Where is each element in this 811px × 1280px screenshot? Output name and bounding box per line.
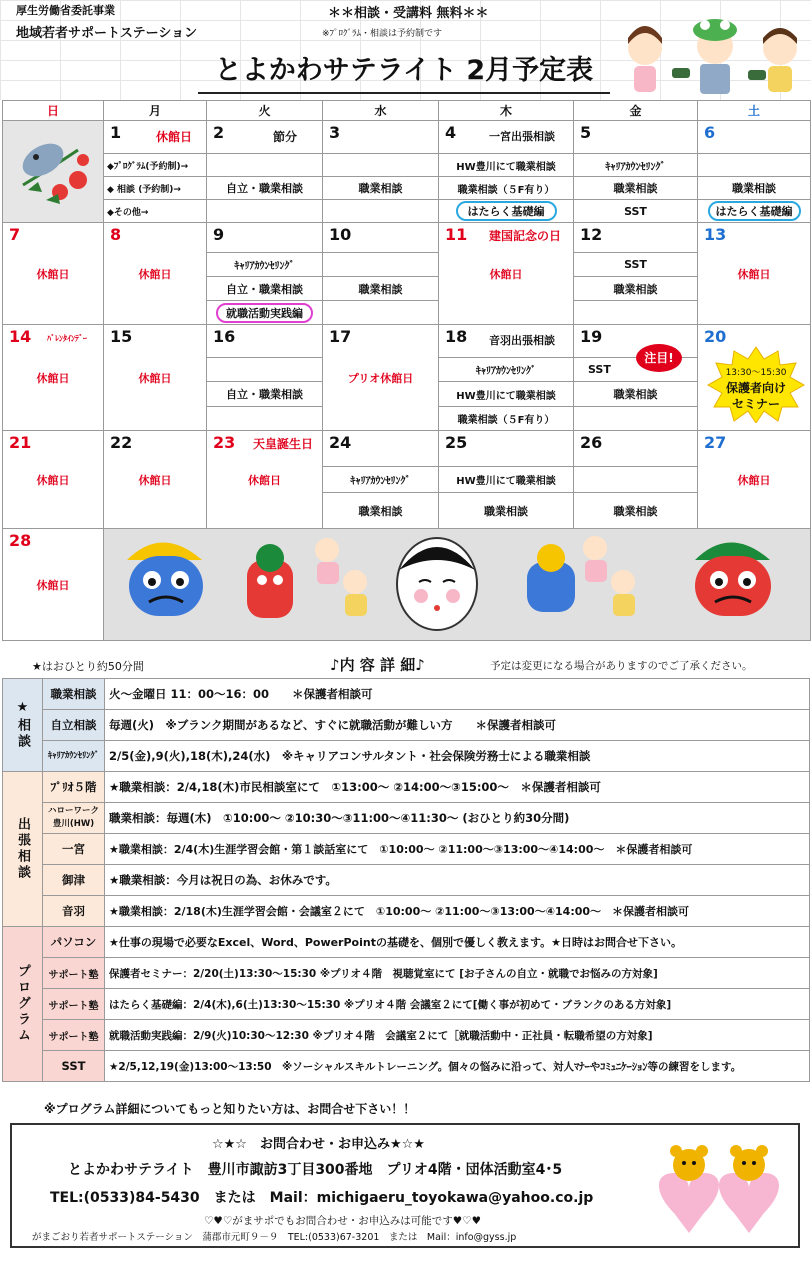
date-9: 9: [213, 225, 225, 244]
row-sub: 職業相談: [43, 679, 105, 710]
event-18-3: 職業相談（５F有り）: [439, 406, 574, 430]
closed-7: 休館日: [36, 267, 70, 281]
event-25-1: HW豊川にて職業相談: [439, 466, 574, 492]
row-text: はたらく基礎編：2/4(木),6(土)13:30～15:30 ※プリオ４階 会議室２にて[働く事が初めて・ブランクのある方対象]: [105, 989, 810, 1020]
date-1: 1: [110, 123, 122, 142]
details-title: ♪内 容 詳 細♪: [330, 656, 425, 674]
event-3-2: 職業相談: [323, 177, 439, 200]
event-12-2: 職業相談: [574, 277, 698, 301]
event-19-2: 職業相談: [574, 382, 698, 406]
notes-row: [0, 652, 811, 676]
event-6-2: 職業相談: [698, 177, 811, 200]
note-left: ★はおひとり約50分間: [32, 660, 144, 673]
date-2: 2: [213, 123, 225, 142]
row-sub: パソコン: [43, 927, 105, 958]
setsubun-illustration: [3, 121, 104, 223]
station-label: 地域若者サポートステーション: [16, 26, 198, 41]
row-text: ★仕事の現場で必要なExcel、Word、PowerPointの基礎を、個別で優しく教えます。★日時はお問合せ下さい。: [105, 927, 810, 958]
contact-tel: TEL:(0533)84-5430 または Mail：michigaeru_toyokawa@yahoo.co.jp: [50, 1190, 594, 1206]
category-shutcho: 出張相談: [3, 772, 43, 927]
event-9-1: ｷｬﾘｱｶｳﾝｾﾘﾝｸﾞ: [207, 253, 323, 277]
row-sub: 御津: [43, 865, 105, 896]
row-sub: ﾌﾟﾘｵ５階: [43, 772, 105, 803]
row-text: 毎週(火) ※ブランク期間があるなど、すぐに就職活動が難しい方 ＊保護者相談可: [105, 710, 810, 741]
date-27: 27: [704, 433, 727, 452]
contact-title: ☆★☆ お問合わせ・お申込み★☆★: [212, 1137, 425, 1152]
event-18-1: ｷｬﾘｱｶｳﾝｾﾘﾝｸﾞ: [439, 358, 574, 382]
event-12-1: SST: [574, 253, 698, 277]
seminar-time: 13:30～15:30: [725, 368, 787, 378]
event-5-3: SST: [574, 200, 698, 223]
event-4-2: 職業相談（５F有り）: [439, 177, 574, 200]
closed-15: 休館日: [138, 371, 172, 385]
event-16-2: 自立・職業相談: [207, 382, 323, 406]
closed-28: 休館日: [36, 578, 70, 592]
row-text: ★職業相談：2/18(木)生涯学習会館・会議室２にて ①10:00～ ②11:00～③13:00～④14:00～ ＊保護者相談可: [105, 896, 810, 927]
row-sub: 一宮: [43, 834, 105, 865]
date-16: 16: [213, 327, 236, 346]
closed-27: 休館日: [737, 473, 771, 487]
date-28: 28: [9, 531, 32, 550]
row-sub: 音羽: [43, 896, 105, 927]
event-4-1: HW豊川にて職業相談: [439, 154, 574, 177]
note-14: ﾊﾞﾚﾝﾀｲﾝﾃﾞｰ: [47, 334, 87, 343]
closed-13: 休館日: [737, 267, 771, 281]
date-21: 21: [9, 433, 32, 452]
children-illustration: [620, 8, 810, 98]
date-22: 22: [110, 433, 133, 452]
weekday-fri: 金: [574, 101, 698, 121]
legend-program: ◆ﾌﾟﾛｸﾞﾗﾑ(予約制)→: [104, 154, 207, 177]
row-text: 職業相談：毎週(木) ①10:00～ ②10:30～③11:00～④11:30～ (おひとり約30分間): [105, 803, 810, 834]
date-17: 17: [329, 327, 352, 346]
closed-23: 休館日: [248, 473, 281, 487]
date-18: 18: [445, 327, 468, 346]
free-label: ＊＊相談・受講料 無料＊＊: [328, 6, 489, 21]
legend-consult: ◆ 相談 (予約制)→: [104, 177, 207, 200]
row-sub: サポート塾: [43, 958, 105, 989]
weekday-tue: 火: [207, 101, 323, 121]
header-area: [0, 0, 811, 100]
date-26: 26: [580, 433, 603, 452]
closed-14: 休館日: [36, 371, 70, 385]
row-sub: サポート塾: [43, 1020, 105, 1051]
date-10: 10: [329, 225, 352, 244]
page-title: とよかわサテライト 2月予定表: [198, 48, 610, 94]
date-3: 3: [329, 123, 341, 142]
row-text: ★職業相談：今月は祝日の為、お休みです。: [105, 865, 810, 896]
note-11: 建国記念の日: [489, 229, 562, 243]
weekday-sat: 土: [698, 101, 811, 121]
footer-note: ※プログラム詳細についてもっと知りたい方は、お問合せ下さい！！: [44, 1102, 416, 1116]
date-8: 8: [110, 225, 122, 244]
weekday-sun: 日: [3, 101, 104, 121]
weekday-mon: 月: [104, 101, 207, 121]
contact-note: ♡♥♡がまサポでもお問合わせ・お申込みは可能です♥♡♥: [204, 1215, 481, 1227]
date-12: 12: [580, 225, 603, 244]
event-10-2: 職業相談: [323, 277, 439, 301]
closed-8: 休館日: [138, 267, 172, 281]
event-19-1-cell: [574, 351, 698, 382]
note-1: 休館日: [156, 130, 193, 144]
row-text: 2/5(金),9(火),18(木),24(水) ※キャリアコンサルタント・社会保険労務士による職業相談: [105, 741, 810, 772]
date-15: 15: [110, 327, 133, 346]
event-5-2: 職業相談: [574, 177, 698, 200]
contact-box: [10, 1123, 800, 1248]
row-sub: SST: [43, 1051, 105, 1082]
contact-address: とよかわサテライト 豊川市諏訪3丁目300番地 プリオ4階・団体活動室4･5: [68, 1162, 563, 1178]
note-2: 節分: [273, 130, 298, 144]
ministry-label: 厚生労働省委託事業: [16, 4, 115, 17]
date-23: 23: [213, 433, 236, 452]
note-23: 天皇誕生日: [253, 437, 314, 451]
reservation-note: ※ﾌﾟﾛｸﾞﾗﾑ・相談は予約制です: [322, 29, 443, 39]
row-sub: ハローワーク豊川(HW): [43, 803, 105, 834]
closed-11: 休館日: [489, 267, 523, 281]
note-4: 一宮出張相談: [489, 130, 555, 143]
event-2-2: 自立・職業相談: [207, 177, 323, 200]
date-4: 4: [445, 123, 457, 142]
closed-17: プリオ休館日: [347, 371, 414, 385]
date-19: 19: [580, 327, 603, 346]
seminar-line2: セミナー: [731, 397, 780, 411]
date-6: 6: [704, 123, 716, 142]
event-24-1: ｷｬﾘｱｶｳﾝｾﾘﾝｸﾞ: [323, 466, 439, 492]
event-5-1: ｷｬﾘｱｶｳﾝｾﾘﾝｸﾞ: [574, 154, 698, 177]
weekday-thu: 木: [439, 101, 574, 121]
oni-illustration: [104, 529, 811, 641]
note-right: 予定は変更になる場合がありますのでご了承ください。: [490, 660, 753, 672]
date-14: 14: [9, 327, 32, 346]
row-text: 保護者セミナー：2/20(土)13:30～15:30 ※プリオ４階 視聴覚室にて [お子さんの自立・就職でお悩みの方対象]: [105, 958, 810, 989]
closed-21: 休館日: [36, 473, 70, 487]
note-18: 音羽出張相談: [489, 334, 555, 347]
event-25-2: 職業相談: [439, 493, 574, 529]
legend-other: ◆その他→: [104, 200, 207, 223]
event-18-2: HW豊川にて職業相談: [439, 382, 574, 406]
event-24-2: 職業相談: [323, 493, 439, 529]
row-text: ★2/5,12,19(金)13:00～13:50 ※ソーシャルスキルトレーニング。個々の悩みに沿って、対人ﾏﾅｰやｺﾐｭﾆｹｰｼｮﾝ等の練習をします。: [105, 1051, 810, 1082]
row-sub: サポート塾: [43, 989, 105, 1020]
category-program: プログラム: [3, 927, 43, 1082]
details-table: [2, 678, 810, 1082]
category-soudan: ★相談: [3, 679, 43, 772]
date-11: 11: [445, 225, 468, 244]
row-text: ★職業相談：2/4,18(木)市民相談室にて ①13:00～ ②14:00～③15:00～ ＊保護者相談可: [105, 772, 810, 803]
calendar: [2, 100, 810, 641]
closed-22: 休館日: [138, 473, 172, 487]
date-5: 5: [580, 123, 592, 142]
bear-hearts-illustration: [644, 1143, 794, 1245]
row-text: 就職活動実践編：2/9(火)10:30～12:30 ※プリオ４階 会議室２にて［就職活動中・正社員・転職希望の方対象]: [105, 1020, 810, 1051]
date-20: 20: [704, 327, 727, 346]
event-26-2: 職業相談: [574, 493, 698, 529]
event-9-3: 就職活動実践編: [216, 303, 313, 323]
event-6-3: はたらく基礎編: [708, 201, 801, 221]
date-7: 7: [9, 225, 21, 244]
event-9-2: 自立・職業相談: [207, 277, 323, 301]
weekday-wed: 水: [323, 101, 439, 121]
date-24: 24: [329, 433, 352, 452]
row-text: 火～金曜日 11：00～16：00 ＊保護者相談可: [105, 679, 810, 710]
row-sub: 自立相談: [43, 710, 105, 741]
row-sub: ｷｬﾘｱｶｳﾝｾﾘﾝｸﾞ: [43, 741, 105, 772]
attention-badge: 注目!: [636, 344, 682, 372]
contact-gamagori: がまごおり若者サポートステーション 蒲郡市元町９－９ TEL:(0533)67-3201 または Mail：info@gyss.jp: [32, 1232, 517, 1243]
date-13: 13: [704, 225, 727, 244]
seminar-line1: 保護者向け: [725, 381, 786, 395]
row-text: ★職業相談：2/4(木)生涯学習会館・第１談話室にて ①10:00～ ②11:00～③13:00～④14:00～ ＊保護者相談可: [105, 834, 810, 865]
event-4-3: はたらく基礎編: [456, 201, 557, 221]
event-19-1: SST: [588, 363, 611, 377]
date-25: 25: [445, 433, 468, 452]
